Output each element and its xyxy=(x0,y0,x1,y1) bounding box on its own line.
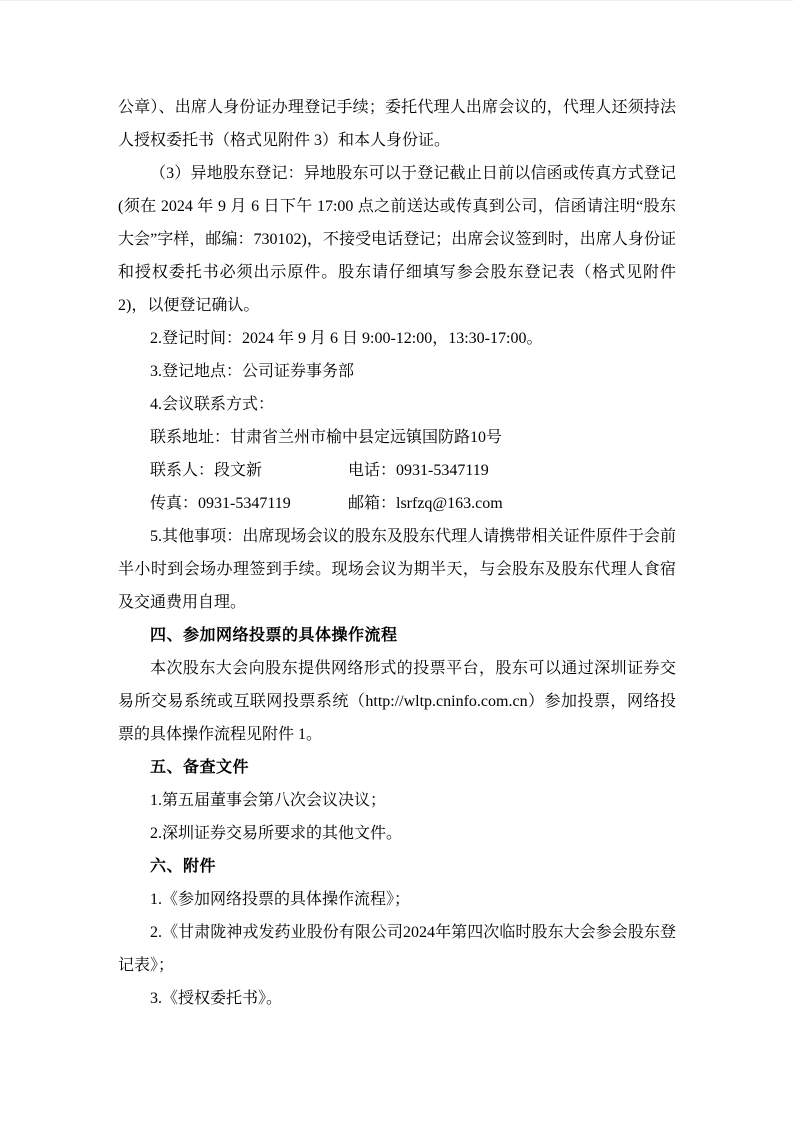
item-board-resolution: 1.第五届董事会第八次会议决议； xyxy=(150,792,387,809)
item-attachment-3-proxy-form: 3.《授权委托书》。 xyxy=(150,990,283,1007)
contact-row-fax-email xyxy=(118,487,676,520)
paragraph-other-matters: 5.其他事项：出席现场会议的股东及股东代理人请携带相关证件原件于会前半小时到会场办理签到手续。现场会议为期半天，与会股东及股东代理人食宿及交通费用自理。 xyxy=(118,528,676,611)
contact-email: 邮箱：lsrfzq@163.com xyxy=(348,495,503,512)
paragraph-online-voting-platform: 本次股东大会向股东提供网络形式的投票平台，股东可以通过深圳证券交易所交易系统或互联网投票系统（http://wltp.cninfo.com.cn）参加投票，网络投票的具体操作流程见附件 1。 xyxy=(118,660,676,743)
heading-section-6-attachments: 六、附件 xyxy=(150,858,217,875)
paragraph-remote-shareholder-registration: （3）异地股东登记：异地股东可以于登记截止日前以信函或传真方式登记(须在 2024 年 9 月 6 日下午 17:00 点之前送达或传真到公司，信函请注明“股东大会”字样，邮编：730102)，不接受电话登记；出席会议签到时，出席人身份证和授权委托书必须出示原件。股东请仔细填写参会股东登记表（格式见附件 2)，以便登记确认。 xyxy=(118,165,676,314)
heading-section-5-reference-documents: 五、备查文件 xyxy=(150,759,250,776)
item-attachment-2-registration-form: 2.《甘肃陇神戎发药业股份有限公司2024年第四次临时股东大会参会股东登记表》； xyxy=(118,924,676,974)
contact-phone: 电话：0931-5347119 xyxy=(348,462,489,479)
document-content xyxy=(118,91,676,1015)
contact-person: 联系人：段文新 xyxy=(150,462,263,479)
heading-section-4-online-voting: 四、参加网络投票的具体操作流程 xyxy=(150,627,398,644)
item-registration-time: 2.登记时间：2024 年 9 月 6 日 9:00-12:00，13:30-17:00。 xyxy=(150,330,543,347)
paragraph-registration-procedure-continuation: 公章）、出席人身份证办理登记手续；委托代理人出席会议的，代理人还须持法人授权委托书（格式见附件 3）和本人身份证。 xyxy=(118,99,676,149)
contact-fax: 传真：0931-5347119 xyxy=(150,495,291,512)
contact-row-person-phone xyxy=(118,454,676,487)
item-attachment-1-voting-procedure: 1.《参加网络投票的具体操作流程》； xyxy=(150,891,411,908)
item-registration-place: 3.登记地点：公司证券事务部 xyxy=(150,363,355,380)
item-meeting-contact-heading: 4.会议联系方式： xyxy=(150,396,275,413)
item-contact-address: 联系地址：甘肃省兰州市榆中县定远镇国防路10号 xyxy=(150,429,503,446)
item-other-required-documents: 2.深圳证券交易所要求的其他文件。 xyxy=(150,825,403,842)
